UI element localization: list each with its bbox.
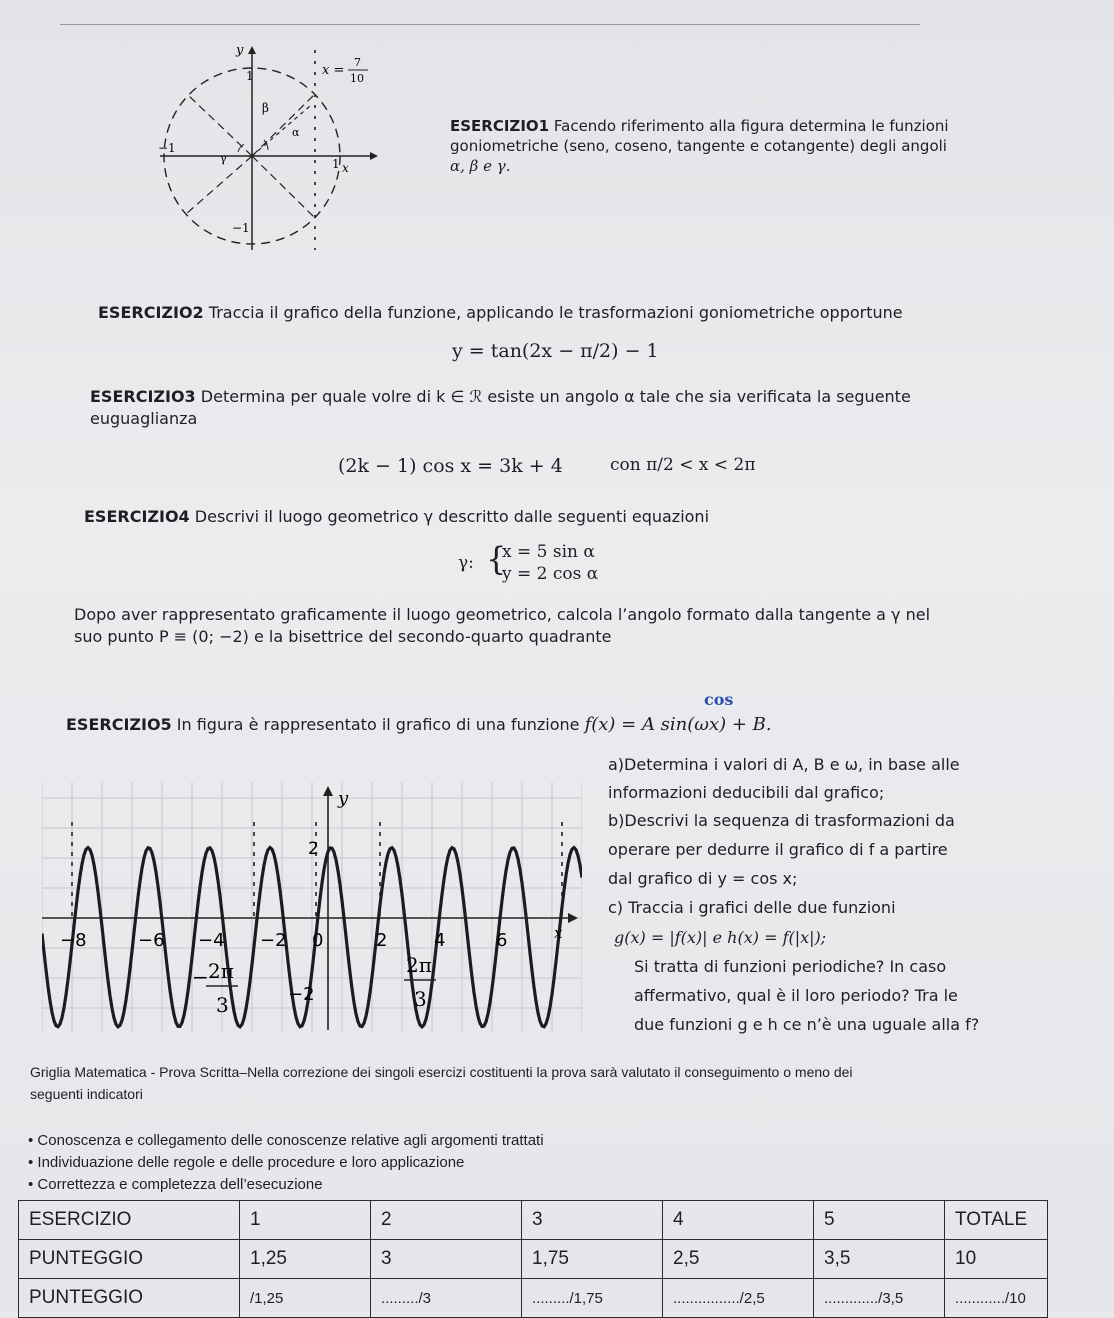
table-cell[interactable]: ........./3 bbox=[371, 1279, 522, 1318]
ex1-text-1: Facendo riferimento alla figura determina le funzioni bbox=[553, 117, 949, 135]
y-tick-bottom: −2 bbox=[288, 984, 315, 1005]
table-cell: 1,25 bbox=[240, 1240, 371, 1279]
table-cell: 4 bbox=[663, 1201, 814, 1240]
bullet-item: • Individuazione delle regole e delle procedure e loro applicazione bbox=[28, 1152, 544, 1174]
table-cell[interactable]: ............/10 bbox=[945, 1279, 1048, 1318]
ex3-text-1: Determina per quale volre di k ∈ ℛ esiste un angolo α tale che sia verificata la seguente bbox=[200, 387, 911, 406]
ex3-formula: (2k − 1) cos x = 3k + 4 bbox=[338, 455, 563, 477]
fig1-x-eq: x = bbox=[322, 63, 345, 78]
exercise-2 bbox=[98, 302, 998, 324]
tick-label: −8 bbox=[60, 930, 87, 951]
table-cell: 3 bbox=[522, 1201, 663, 1240]
ex1-text-2: goniometriche (seno, coseno, tangente e cotangente) degli angoli bbox=[450, 137, 947, 155]
cosine-graph-figure bbox=[42, 782, 582, 1032]
ex5-item: g(x) = |f(x)| e h(x) = f(|x|); bbox=[614, 928, 827, 947]
fig1-gamma: γ bbox=[220, 152, 227, 165]
fig1-x-label: x bbox=[342, 161, 349, 175]
ex5-item: b)Descrivi la sequenza di trasformazioni da bbox=[608, 811, 955, 830]
table-cell: 2 bbox=[371, 1201, 522, 1240]
ex4-brace: { bbox=[486, 540, 507, 578]
fig1-beta: β bbox=[262, 101, 269, 115]
bullet-item: • Conoscenza e collegamento delle conoscenze relative agli argomenti trattati bbox=[28, 1130, 544, 1152]
ex5-item: informazioni deducibili dal grafico; bbox=[608, 783, 885, 802]
table-cell: 5 bbox=[814, 1201, 945, 1240]
tick-label: 4 bbox=[434, 930, 446, 951]
ex5-item: operare per dedurre il grafico di f a partire bbox=[608, 840, 948, 859]
exercise-5 bbox=[66, 714, 846, 736]
ex2-title: ESERCIZIO2 bbox=[98, 303, 204, 322]
ex2-formula: y = tan(2x − π/2) − 1 bbox=[452, 340, 659, 362]
peak-markers bbox=[72, 822, 562, 918]
table-cell: 10 bbox=[945, 1240, 1048, 1279]
grading-bullets bbox=[28, 1130, 544, 1196]
ex4-eq2: y = 2 cos α bbox=[502, 564, 599, 584]
three-label-right: 3 bbox=[414, 987, 427, 1011]
table-cell: PUNTEGGIO bbox=[19, 1240, 240, 1279]
table-cell: 3,5 bbox=[814, 1240, 945, 1279]
grading-title-1: Griglia Matematica - Prova Scritta–Nella correzione dei singoli esercizi costituenti la prova sarà valutato il conseguimento o meno dei bbox=[30, 1064, 853, 1080]
tick-label: −4 bbox=[198, 930, 225, 951]
ex3-title: ESERCIZIO3 bbox=[90, 387, 196, 406]
ex5-item: dal grafico di y = cos x; bbox=[608, 869, 798, 888]
fig1-x-den: 10 bbox=[350, 72, 364, 85]
y-tick-top: 2 bbox=[308, 839, 319, 859]
fig1-one-top: 1 bbox=[246, 69, 254, 83]
unit-circle-figure bbox=[150, 40, 390, 255]
ex5-title: ESERCIZIO5 bbox=[66, 715, 172, 734]
ex5-text: In figura è rappresentato il grafico di una funzione bbox=[176, 715, 580, 734]
exercise-1 bbox=[450, 116, 1010, 176]
table-cell: PUNTEGGIO bbox=[19, 1279, 240, 1318]
two-pi-label-right: 2π bbox=[406, 953, 432, 977]
table-row-header bbox=[19, 1201, 1048, 1240]
fig1-alpha: α bbox=[292, 126, 300, 139]
ex4-text2-2: suo punto P ≡ (0; −2) e la bisettrice del secondo-quarto quadrante bbox=[74, 627, 612, 646]
table-cell[interactable]: /1,25 bbox=[240, 1279, 371, 1318]
table-cell: 1 bbox=[240, 1201, 371, 1240]
table-row-points bbox=[19, 1240, 1048, 1279]
fig1-y-label: y bbox=[236, 43, 244, 58]
ex3-text-2: euguaglianza bbox=[90, 409, 198, 428]
graph-y-label: y bbox=[338, 788, 349, 809]
ex5-item: affermativo, qual è il loro periodo? Tra le bbox=[634, 986, 958, 1005]
three-label-left: 3 bbox=[216, 993, 229, 1017]
ex1-title: ESERCIZIO1 bbox=[450, 117, 550, 135]
table-cell: 2,5 bbox=[663, 1240, 814, 1279]
ex4-text2-1: Dopo aver rappresentato graficamente il luogo geometrico, calcola l’angolo formato dalla tangente a γ nel bbox=[74, 605, 931, 624]
two-pi-label-left: 2π bbox=[208, 959, 234, 983]
ex2-text: Traccia il grafico della funzione, applicando le trasformazioni goniometriche opportune bbox=[208, 303, 903, 322]
table-cell: TOTALE bbox=[945, 1201, 1048, 1240]
graph-x-label: x bbox=[554, 924, 563, 942]
tick-label: 0 bbox=[312, 930, 324, 951]
ex5-item: due funzioni g e h ce n’è una uguale alla f? bbox=[634, 1015, 980, 1034]
tick-label: −6 bbox=[138, 930, 165, 951]
tick-label: 2 bbox=[376, 930, 388, 951]
minus-sign: − bbox=[192, 965, 209, 989]
ex5-item: Si tratta di funzioni periodiche? In caso bbox=[634, 957, 947, 976]
table-cell[interactable]: ........./1,75 bbox=[522, 1279, 663, 1318]
fig1-minus-one-left: −1 bbox=[158, 141, 176, 155]
score-table bbox=[18, 1200, 1048, 1318]
table-cell: 3 bbox=[371, 1240, 522, 1279]
ex1-text-3: α, β e γ. bbox=[450, 157, 511, 175]
ex5-item: c) Traccia i grafici delle due funzioni bbox=[608, 898, 896, 917]
table-cell[interactable]: ............./3,5 bbox=[814, 1279, 945, 1318]
top-rule bbox=[60, 24, 920, 25]
bullet-item: • Correttezza e completezza dell’esecuzione bbox=[28, 1174, 544, 1196]
ex3-condition: con π/2 < x < 2π bbox=[610, 455, 756, 475]
fig1-one-right: 1 bbox=[332, 157, 340, 171]
tick-label: −2 bbox=[260, 930, 287, 951]
exercise-4 bbox=[84, 506, 984, 528]
ex4-title: ESERCIZIO4 bbox=[84, 507, 190, 526]
ex4-text-2 bbox=[74, 604, 1074, 648]
exercise-3 bbox=[90, 386, 1050, 430]
grading-title bbox=[30, 1064, 1030, 1102]
ex4-system-label: γ: bbox=[458, 553, 474, 573]
fig1-minus-one-bottom: −1 bbox=[232, 221, 250, 235]
grading-title-2: seguenti indicatori bbox=[30, 1086, 143, 1102]
ex5-handwritten-note: cos bbox=[704, 690, 734, 709]
ex4-text: Descrivi il luogo geometrico γ descritto dalle seguenti equazioni bbox=[194, 507, 710, 526]
ex5-formula: f(x) = A sin(ωx) + B. bbox=[584, 714, 772, 735]
tick-label: 6 bbox=[496, 930, 508, 951]
ex4-eq1: x = 5 sin α bbox=[502, 542, 595, 562]
fig1-x-num: 7 bbox=[354, 56, 361, 69]
table-cell: ESERCIZIO bbox=[19, 1201, 240, 1240]
ex5-item: a)Determina i valori di A, B e ω, in base alle bbox=[608, 755, 960, 774]
table-cell[interactable]: ................/2,5 bbox=[663, 1279, 814, 1318]
table-cell: 1,75 bbox=[522, 1240, 663, 1279]
